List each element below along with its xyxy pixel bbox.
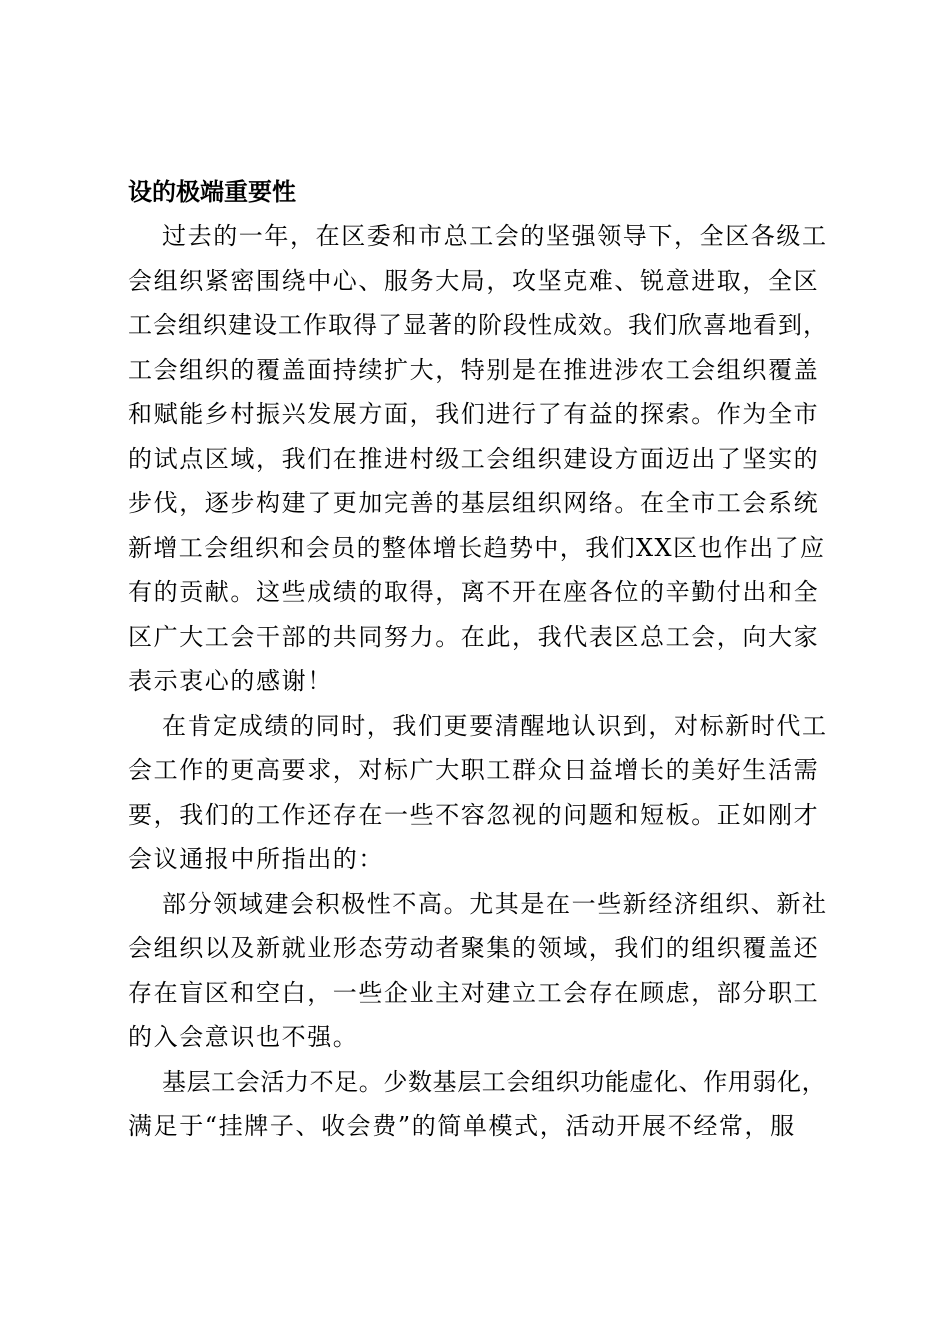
- text-line: 步伐，逐步构建了更加完善的基层组织网络。在全市工会系统: [128, 489, 820, 517]
- text-line: 在肯定成绩的同时，我们更要清醒地认识到，对标新时代工: [162, 711, 828, 740]
- text-line: 满足于“挂牌子、收会费”的简单模式，活动开展不经常，服: [128, 1112, 796, 1140]
- text-line: 有的贡献。这些成绩的取得，离不开在座各位的辛勤付出和全: [128, 578, 820, 606]
- text-line: 表示衷心的感谢！: [128, 667, 333, 695]
- text-line: 基层工会活力不足。少数基层工会组织功能虚化、作用弱化，: [162, 1067, 827, 1096]
- paragraph-achievements: [128, 214, 828, 704]
- paragraph-problem-vitality: [128, 1060, 828, 1149]
- text-line: 会组织紧密围绕中心、服务大局，攻坚克难、锐意进取，全区: [128, 266, 820, 295]
- text-line: 过去的一年，在区委和市总工会的坚强领导下，全区各级工: [162, 222, 828, 250]
- document-body: [128, 170, 828, 1149]
- text-line: 新增工会组织和会员的整体增长趋势中，我们XX区也作出了应: [128, 533, 826, 562]
- section-heading: 设的极端重要性: [128, 178, 296, 206]
- text-line: 会组织以及新就业形态劳动者聚集的领域，我们的组织覆盖还: [128, 934, 820, 962]
- text-line: 会议通报中所指出的：: [128, 845, 384, 873]
- text-line: 工会组织的覆盖面持续扩大，特别是在推进涉农工会组织覆盖: [128, 355, 820, 384]
- text-line: 和赋能乡村振兴发展方面，我们进行了有益的探索。作为全市: [128, 400, 820, 428]
- text-line: 工会组织建设工作取得了显著的阶段性成效。我们欣喜地看到，: [128, 311, 828, 339]
- text-line: 区广大工会干部的共同努力。在此，我代表区总工会，向大家: [128, 622, 820, 651]
- text-line: 的试点区域，我们在推进村级工会组织建设方面迈出了坚实的: [128, 444, 820, 473]
- text-line: 会工作的更高要求，对标广大职工群众日益增长的美好生活需: [128, 756, 820, 784]
- paragraph-problem-coverage: [128, 882, 828, 1060]
- text-line: 的入会意识也不强。: [128, 1023, 359, 1051]
- paragraph-problems-intro: [128, 704, 828, 882]
- text-line: 存在盲区和空白，一些企业主对建立工会存在顾虑，部分职工: [128, 978, 820, 1007]
- text-line: 要，我们的工作还存在一些不容忽视的问题和短板。正如刚才: [128, 800, 820, 829]
- text-line: 部分领域建会积极性不高。尤其是在一些新经济组织、新社: [162, 889, 828, 918]
